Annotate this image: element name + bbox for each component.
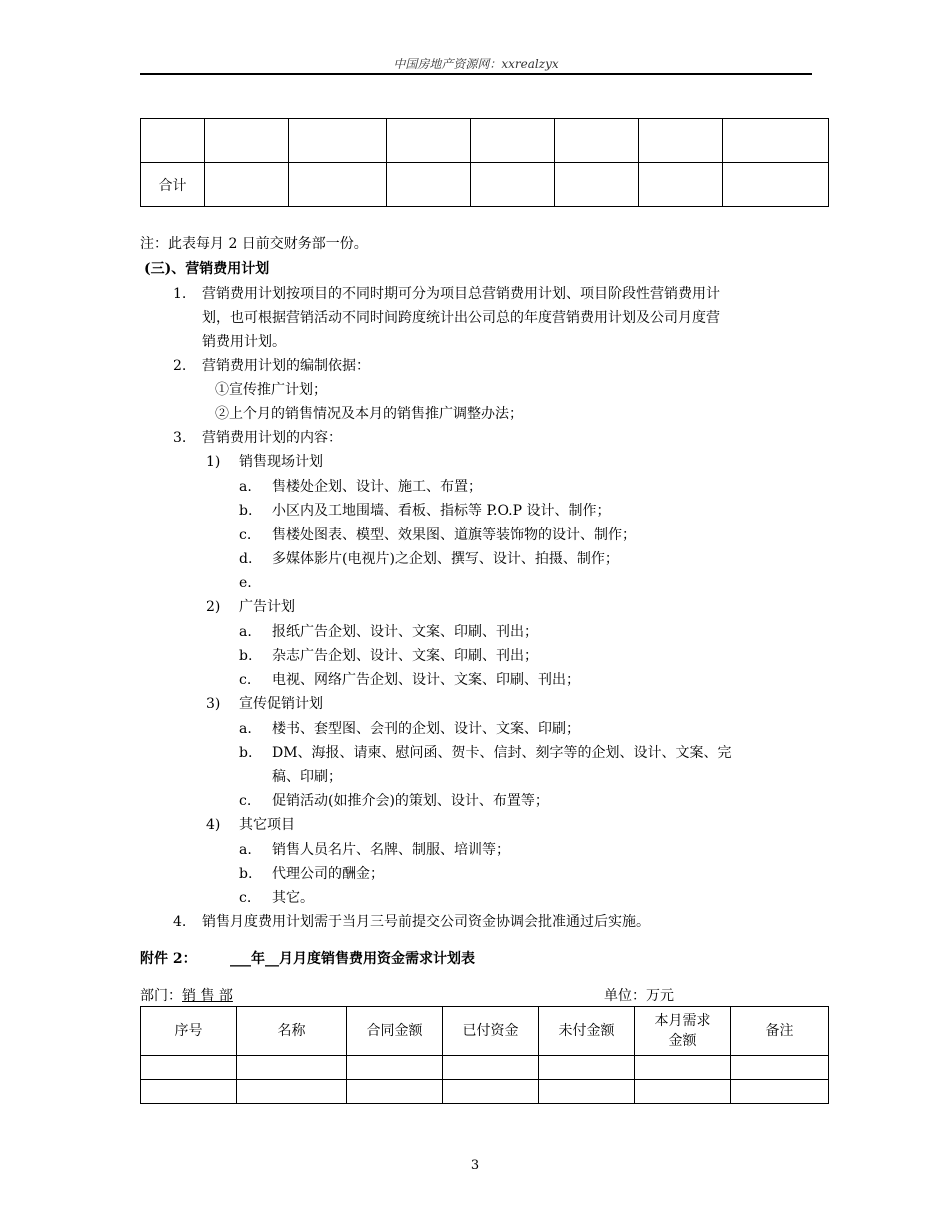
sub-text: 其它。 bbox=[272, 890, 314, 906]
table-row bbox=[141, 119, 829, 163]
expense-table bbox=[140, 118, 829, 207]
table-cell bbox=[635, 1056, 731, 1080]
sub-text: 代理公司的酬金； bbox=[272, 866, 384, 882]
page-header: 中国房地产资源网：xxrealzyx bbox=[393, 57, 559, 71]
group-title: 销售现场计划 bbox=[239, 454, 323, 470]
sub-text: 小区内及工地围墙、看板、指标等 P.O.P 设计、制作； bbox=[272, 503, 611, 519]
total-row bbox=[141, 163, 829, 207]
sub-number: c. bbox=[239, 527, 252, 543]
sub-number: a. bbox=[239, 721, 252, 737]
item-number: 3. bbox=[173, 430, 187, 446]
sub-number: c. bbox=[239, 793, 252, 809]
section-title: (三)、营销费用计划 bbox=[144, 261, 270, 277]
sub-number: b. bbox=[239, 866, 253, 882]
table-cell bbox=[141, 119, 205, 163]
table-cell bbox=[471, 163, 555, 207]
sub-number: b. bbox=[239, 648, 253, 664]
table-row bbox=[141, 1056, 829, 1080]
table-cell bbox=[237, 1056, 347, 1080]
table-row bbox=[141, 1080, 829, 1104]
item-text: 销售月度费用计划需于当月三号前提交公司资金协调会批准通过后实施。 bbox=[202, 914, 650, 930]
sub-text: 杂志广告企划、设计、文案、印刷、刊出； bbox=[272, 648, 538, 664]
table-cell bbox=[387, 163, 471, 207]
table-cell bbox=[723, 163, 829, 207]
column-header: 备注 bbox=[731, 1007, 829, 1056]
unit-label: 单位：万元 bbox=[604, 988, 674, 1004]
table-note: 注：此表每月 2 日前交财务部一份。 bbox=[140, 236, 368, 252]
table-cell bbox=[555, 119, 639, 163]
sub-number: a. bbox=[239, 479, 252, 495]
group-number: 3) bbox=[206, 696, 221, 712]
sub-number: a. bbox=[239, 842, 252, 858]
table-cell bbox=[555, 163, 639, 207]
table-cell bbox=[443, 1080, 539, 1104]
table-cell bbox=[141, 1056, 237, 1080]
sub-text: 售楼处企划、设计、施工、布置； bbox=[272, 479, 482, 495]
table-cell bbox=[205, 119, 289, 163]
table-cell bbox=[539, 1056, 635, 1080]
sub-text: 楼书、套型图、会刊的企划、设计、文案、印刷； bbox=[272, 721, 580, 737]
item-number: 4. bbox=[173, 914, 187, 930]
sub-number: c. bbox=[239, 890, 252, 906]
item-text: 营销费用计划的编制依据： bbox=[202, 358, 370, 374]
group-number: 1) bbox=[206, 454, 221, 470]
appendix-title: ___年__月月度销售费用资金需求计划表 bbox=[230, 951, 475, 967]
table-cell bbox=[731, 1056, 829, 1080]
sub-number: b. bbox=[239, 745, 253, 761]
table-cell bbox=[205, 163, 289, 207]
header-rule bbox=[140, 73, 812, 75]
sub-text: 报纸广告企划、设计、文案、印刷、刊出； bbox=[272, 624, 538, 640]
total-label: 合计 bbox=[141, 163, 205, 207]
table-cell bbox=[539, 1080, 635, 1104]
table-cell bbox=[639, 119, 723, 163]
sub-number: a. bbox=[239, 624, 252, 640]
item-number: 2. bbox=[173, 358, 187, 374]
group-title: 宣传促销计划 bbox=[239, 696, 323, 712]
department-label: 部门： bbox=[140, 988, 182, 1004]
item-number: 1. bbox=[173, 286, 187, 302]
group-number: 2) bbox=[206, 599, 221, 615]
group-title: 其它项目 bbox=[239, 817, 295, 833]
table-cell bbox=[471, 119, 555, 163]
sub-number: e. bbox=[239, 575, 252, 591]
department-line bbox=[140, 986, 233, 1006]
column-header: 名称 bbox=[237, 1007, 347, 1056]
table-cell bbox=[387, 119, 471, 163]
column-header: 合同金额 bbox=[347, 1007, 443, 1056]
department-value: 销 售 部 bbox=[182, 988, 233, 1004]
table-cell bbox=[289, 119, 387, 163]
sub-text: 稿、印刷； bbox=[272, 769, 342, 785]
sub-number: d. bbox=[239, 551, 253, 567]
column-header: 未付金额 bbox=[539, 1007, 635, 1056]
sub-text: DM、海报、请柬、慰问函、贺卡、信封、刻字等的企划、设计、文案、完 bbox=[272, 745, 732, 761]
sub-text: 多媒体影片(电视片)之企划、撰写、设计、拍摄、制作； bbox=[272, 551, 619, 567]
table-cell bbox=[289, 163, 387, 207]
table-header-row bbox=[141, 1007, 829, 1056]
sub-number: b. bbox=[239, 503, 253, 519]
sub-number: c. bbox=[239, 672, 252, 688]
fund-demand-table bbox=[140, 1006, 829, 1104]
appendix-label: 附件 2： bbox=[140, 951, 197, 967]
column-header bbox=[635, 1007, 731, 1056]
sub-text: 促销活动(如推介会)的策划、设计、布置等； bbox=[272, 793, 549, 809]
sub-text: 电视、网络广告企划、设计、文案、印刷、刊出； bbox=[272, 672, 580, 688]
item-text: 营销费用计划按项目的不同时期可分为项目总营销费用计划、项目阶段性营销费用计 bbox=[202, 286, 720, 302]
column-header: 已付资金 bbox=[443, 1007, 539, 1056]
item-text: 划，也可根据营销活动不同时间跨度统计出公司总的年度营销费用计划及公司月度营 bbox=[202, 310, 720, 326]
table-cell bbox=[141, 1080, 237, 1104]
table-cell bbox=[237, 1080, 347, 1104]
table-cell bbox=[347, 1080, 443, 1104]
table-cell bbox=[639, 163, 723, 207]
sub-text: 销售人员名片、名牌、制服、培训等； bbox=[272, 842, 510, 858]
sub-text: 售楼处图表、模型、效果图、道旗等装饰物的设计、制作； bbox=[272, 527, 636, 543]
table-cell bbox=[635, 1080, 731, 1104]
sub-item: ①宣传推广计划； bbox=[215, 382, 327, 398]
column-header-text: 本月需求金额 bbox=[654, 1013, 711, 1049]
table-cell bbox=[731, 1080, 829, 1104]
group-number: 4) bbox=[206, 817, 221, 833]
group-title: 广告计划 bbox=[239, 599, 295, 615]
item-text: 销费用计划。 bbox=[202, 334, 286, 350]
column-header: 序号 bbox=[141, 1007, 237, 1056]
table-cell bbox=[723, 119, 829, 163]
sub-item: ②上个月的销售情况及本月的销售推广调整办法； bbox=[215, 406, 523, 422]
page-number: 3 bbox=[470, 1158, 480, 1173]
item-text: 营销费用计划的内容： bbox=[202, 430, 342, 446]
table-cell bbox=[443, 1056, 539, 1080]
table-cell bbox=[347, 1056, 443, 1080]
